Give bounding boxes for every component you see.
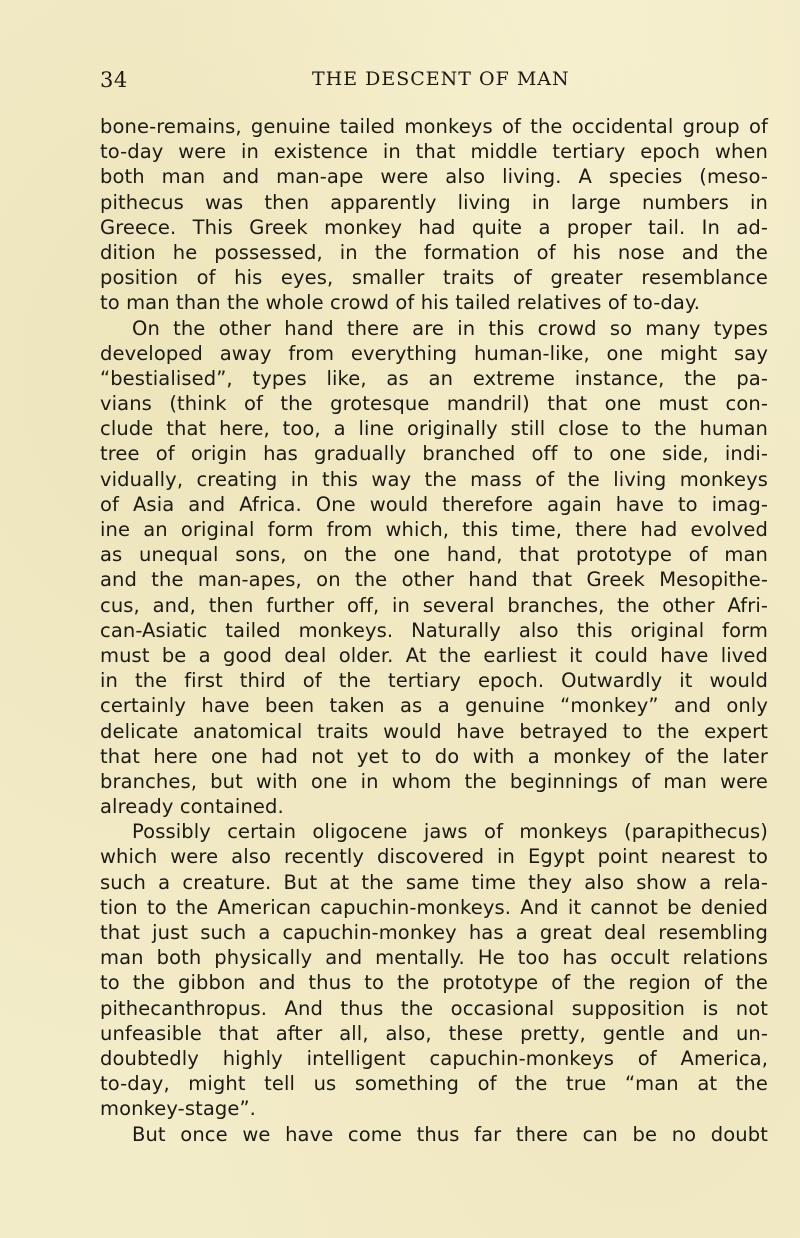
text-line: pithecanthropus. And thus the occasional supposition is not (100, 996, 768, 1020)
text-line: delicate anatomical traits would have betrayed to the expert (100, 719, 768, 743)
text-line: But once we have come thus far there can be no doubt (132, 1122, 768, 1146)
text-line: can-Asiatic tailed monkeys. Naturally also this original form (100, 618, 768, 642)
running-head (100, 68, 768, 98)
running-title: THE DESCENT OF MAN (312, 68, 570, 90)
text-line: vians (think of the grotesque mandril) that one must con- (100, 392, 768, 416)
text-line: ine an original form from which, this time, there had evolved (100, 518, 768, 541)
text-line: of Asia and Africa. One would therefore again have to imag- (100, 492, 768, 516)
text-line: in the first third of the tertiary epoch. Outwardly it would (100, 669, 768, 693)
text-line: already contained. (100, 795, 284, 819)
text-line: position of his eyes, smaller traits of greater resemblance (100, 266, 768, 290)
text-line: man both physically and mentally. He too has occult relations (100, 946, 768, 970)
text-line: must be a good deal older. At the earliest it could have lived (100, 643, 768, 667)
text-line: and the man-apes, on the other hand that Greek Mesopithe- (100, 568, 768, 592)
text-line: Greece. This Greek monkey had quite a proper tail. In ad- (100, 215, 768, 239)
text-line: “bestialised”, types like, as an extreme instance, the pa- (100, 366, 768, 390)
text-line: Possibly certain oligocene jaws of monkeys (parapithecus) (132, 820, 768, 844)
text-line: pithecus was then apparently living in large numbers in (100, 190, 768, 214)
text-line: tree of origin has gradually branched off to one side, indi- (100, 442, 768, 466)
text-line: tion to the American capuchin-monkeys. And it cannot be denied (100, 895, 768, 919)
text-line: vidually, creating in this way the mass of the living monkeys (100, 467, 768, 491)
body-text (100, 114, 768, 1147)
text-line: bone-remains, genuine tailed monkeys of the occidental group of (100, 115, 768, 138)
text-line: clude that here, too, a line originally still close to the human (100, 417, 768, 441)
text-line: monkey-stage”. (100, 1097, 256, 1121)
text-line: On the other hand there are in this crowd so many types (132, 316, 768, 340)
text-line: to the gibbon and thus to the prototype of the region of the (100, 971, 768, 995)
text-line: cus, and, then further off, in several branches, the other Afri- (100, 593, 768, 617)
text-line: both man and man-ape were also living. A species (meso- (100, 165, 768, 189)
text-line: to-day, might tell us something of the true “man at the (100, 1072, 768, 1096)
text-line: branches, but with one in whom the beginnings of man were (100, 769, 768, 793)
text-line: unfeasible that after all, also, these pretty, gentle and un- (100, 1021, 768, 1045)
text-line: as unequal sons, on the one hand, that prototype of man (100, 543, 768, 567)
text-line: certainly have been taken as a genuine “monkey” and only (100, 694, 768, 718)
text-line: developed away from everything human-like, one might say (100, 341, 768, 365)
text-line: to-day were in existence in that middle tertiary epoch when (100, 140, 768, 164)
text-line: that here one had not yet to do with a monkey of the later (100, 744, 768, 768)
text-line: that just such a capuchin-monkey has a great deal resembling (100, 921, 768, 944)
text-line: such a creature. But at the same time they also show a rela- (100, 870, 768, 894)
text-line: which were also recently discovered in Egypt point nearest to (100, 845, 768, 869)
page-number: 34 (100, 68, 128, 92)
text-line: dition he possessed, in the formation of his nose and the (100, 240, 768, 264)
text-line: to man than the whole crowd of his tailed relatives of to-day. (100, 291, 701, 315)
text-line: doubtedly highly intelligent capuchin-monkeys of America, (100, 1046, 768, 1070)
